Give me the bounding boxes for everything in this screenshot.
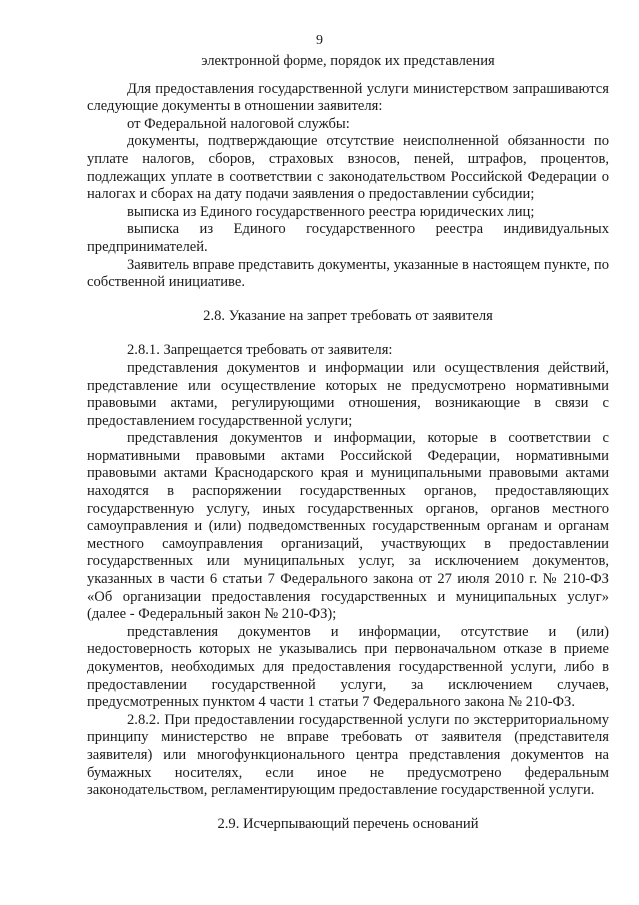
paragraph-own-initiative: Заявитель вправе представить документы, указанные в настоящем пункте, по собственной инициативе. [87, 256, 609, 291]
paragraph-egrul-extract: выписка из Единого государственного реестра юридических лиц; [127, 203, 535, 220]
document-body [87, 53, 609, 833]
continuation-heading: электронной форме, порядок их представления [201, 53, 495, 69]
paragraph-requested-documents: Для предоставления государственной услуги министерством запрашиваются следующие документы в отношении заявителя: [87, 80, 609, 115]
page-number: 9 [316, 33, 323, 48]
paragraph-not-required-actions: представления документов и информации или осуществления действий, представление или осуществление которых не предусмотрено нормативными правовыми актами, регулирующими отношения, возникающие в связи с предоставлением государственной услуги; [87, 359, 609, 429]
paragraph-2-8-1: 2.8.1. Запрещается требовать от заявителя: [127, 342, 393, 359]
paragraph-egrip-extract: выписка из Единого государственного реестра индивидуальных предпринимателей. [87, 221, 609, 255]
section-2-9-heading: 2.9. Исчерпывающий перечень оснований [217, 815, 479, 832]
paragraph-2-8-2: 2.8.2. При предоставлении государственной услуги по экстерриториальному принципу министерство не вправе требовать от заявителя (представителя заявителя) или многофункционального центра представления документов на бумажных носителях, если иное не предусмотрено федеральным законодательством, регламентирующим предоставление государственной услуги. [87, 711, 609, 799]
section-2-8-heading: 2.8. Указание на запрет требовать от заявителя [203, 307, 493, 324]
paragraph-tax-service: от Федеральной налоговой службы: [127, 115, 350, 132]
paragraph-not-indicated-documents: представления документов и информации, отсутствие и (или) недостоверность которых не указывались при первоначальном отказе в приеме документов, необходимых для предоставления государственной услуги, либо в предоставлении государственной услуги, за исключением случаев, предусмотренных пунктом 4 части 1 статьи 7 Федерального закона № 210-ФЗ. [87, 623, 609, 711]
paragraph-tax-documents: документы, подтверждающие отсутствие неисполненной обязанности по уплате налогов, сборов, страховых взносов, пеней, штрафов, процентов, подлежащих уплате в соответствии с законодательством Российской Федерации о налогах и сборах на дату подачи заявления о предоставлении субсидии; [87, 133, 609, 203]
paragraph-documents-in-possession: представления документов и информации, которые в соответствии с нормативными правовыми актами Российской Федерации, нормативными правовыми актами Краснодарского края и муниципальными правовыми актами находятся в распоряжении государственных органов, предоставляющих государственную услугу, иных государственных органов, органов местного самоуправления и (или) подведомственных государственным органам и органам местного самоуправления организаций, участвующих в предоставлении государственных или муниципальных услуг, за исключением документов, указанных в части 6 статьи 7 Федерального закона от 27 июля 2010 г. № 210-ФЗ «Об организации предоставления государственных и муниципальных услуг» (далее - Федеральный закон № 210-ФЗ); [87, 430, 609, 623]
